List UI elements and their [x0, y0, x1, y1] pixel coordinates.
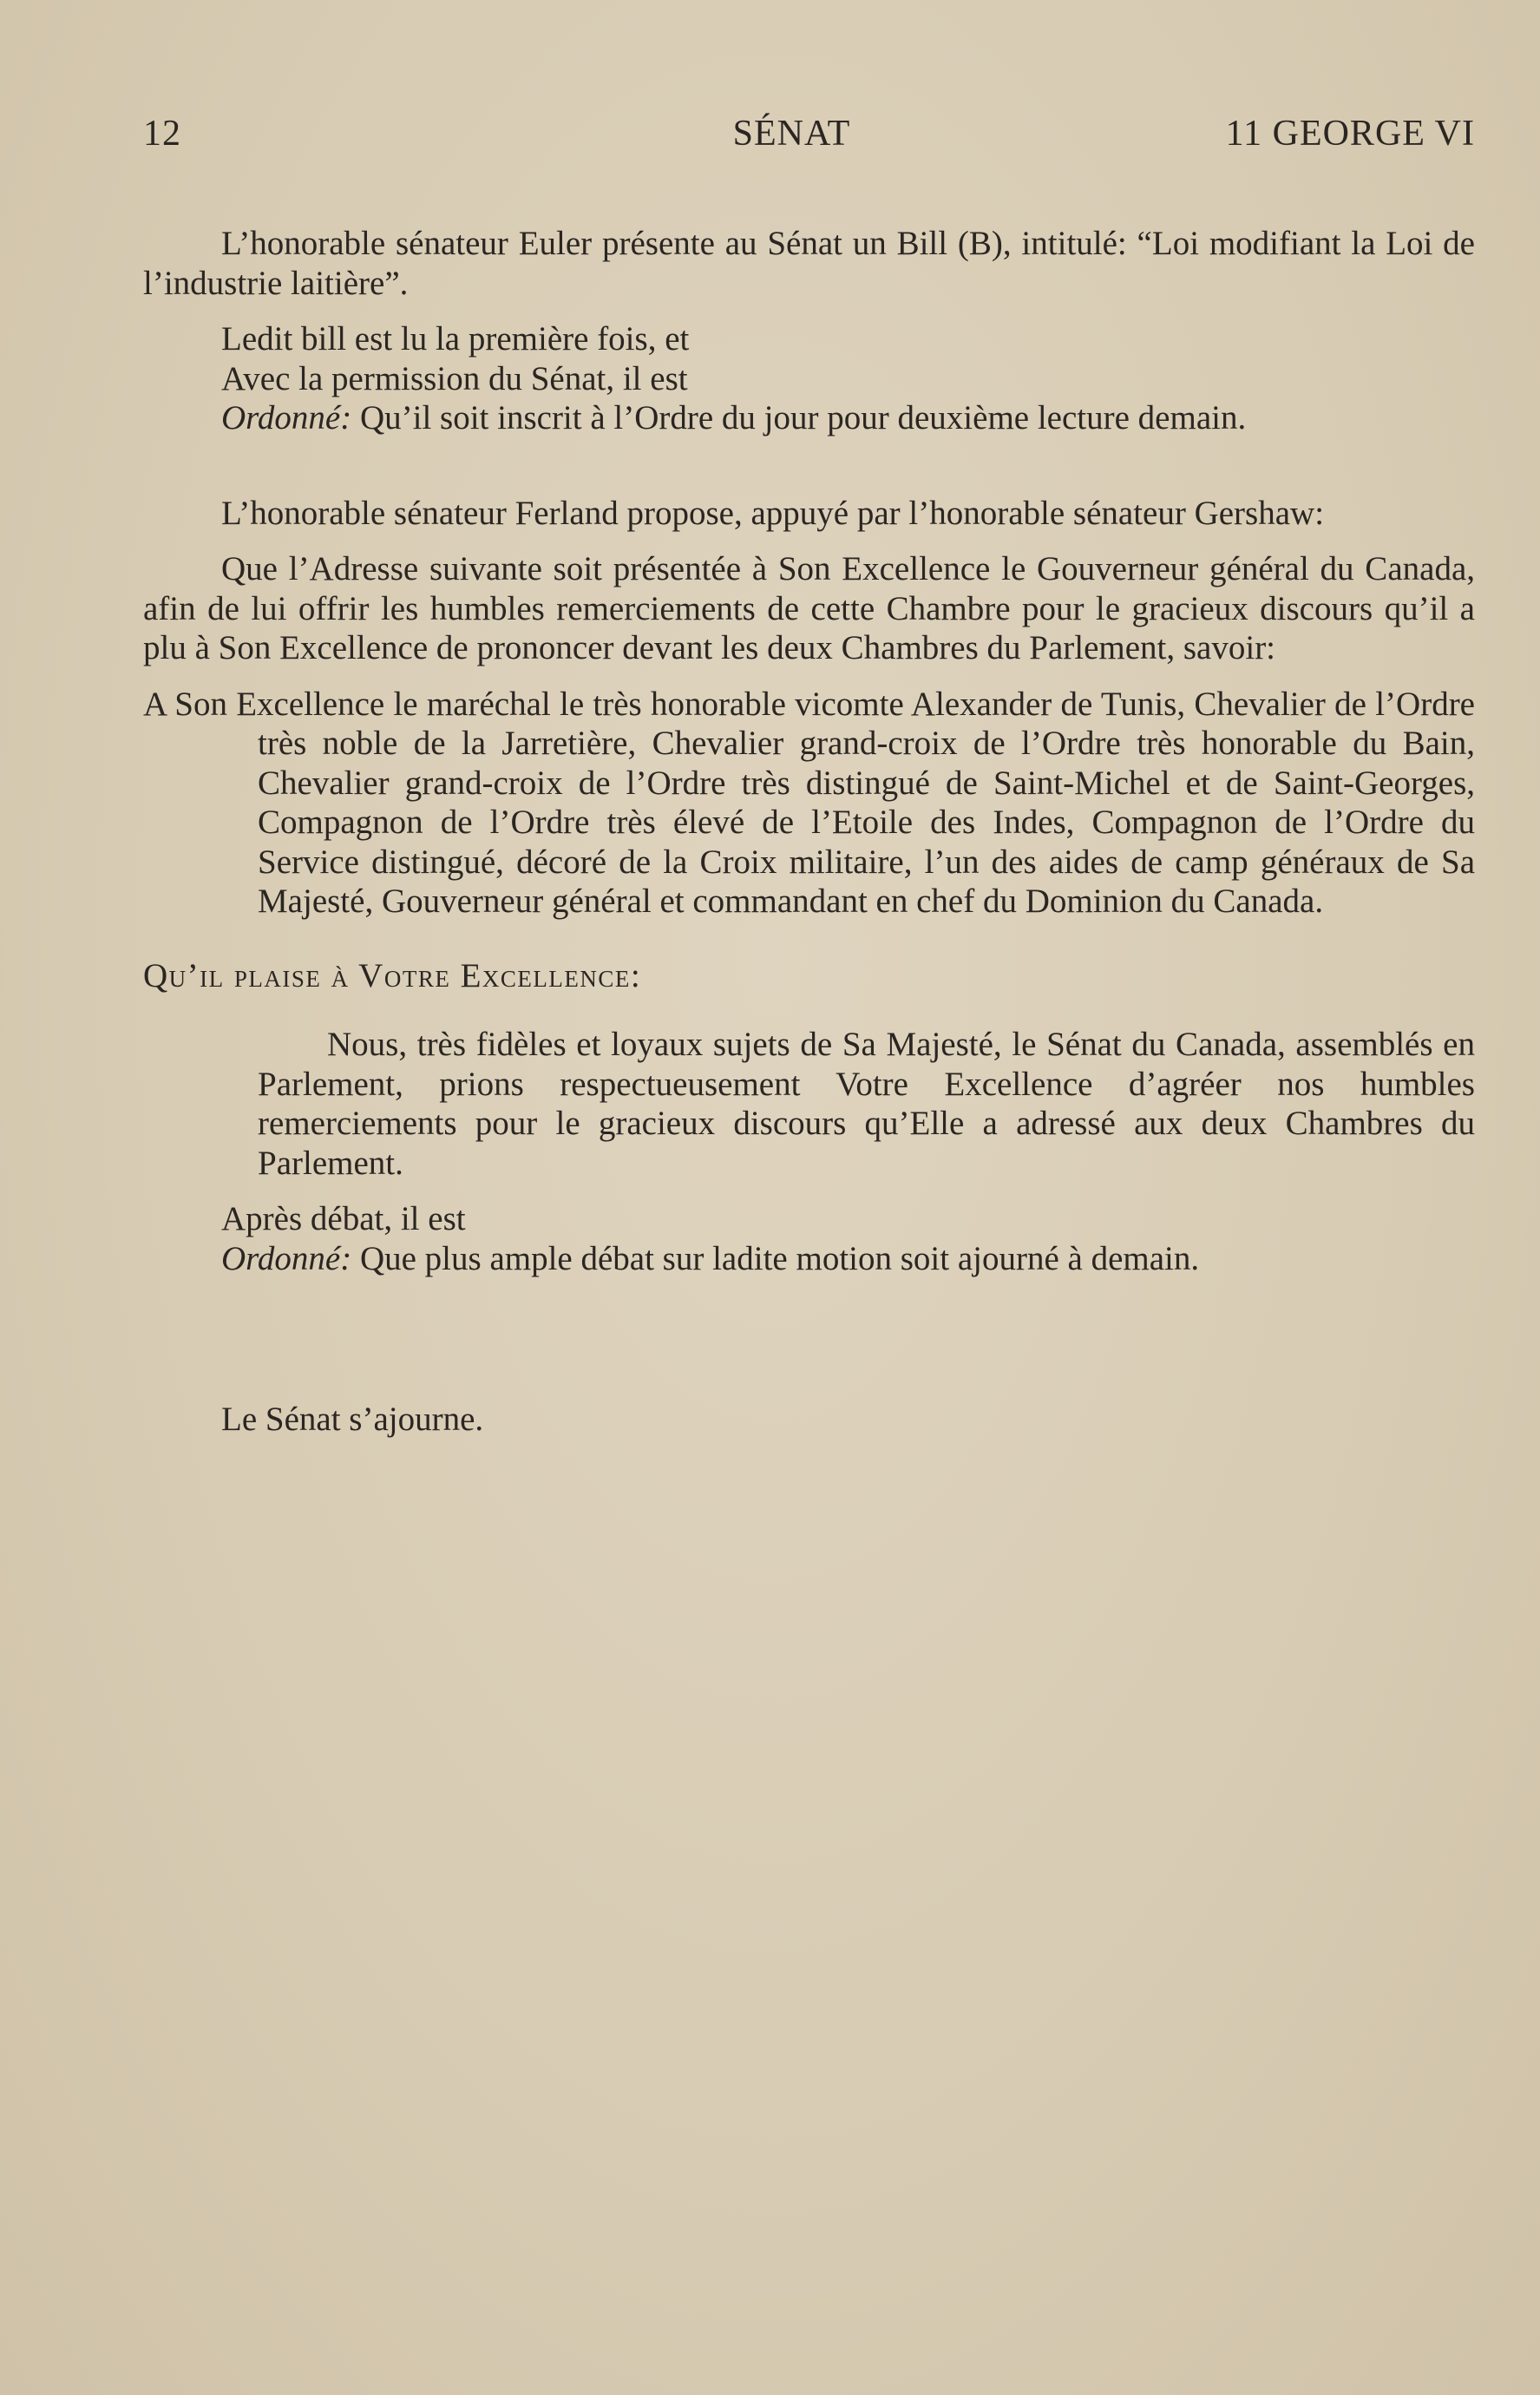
address-body-text: Nous, très fidèles et loyaux sujets de Sa Majesté, le Sénat du Canada, assemblés en Parlement, prions respectueusement Votre Excellence d’agréer nos humbles remerciements pour le gracieux discours qu’Elle a adressé aux deux Chambres du Parlement.: [258, 1026, 1475, 1182]
adjourn-line: Le Sénat s’ajourne.: [221, 1401, 484, 1438]
first-reading-line: Ledit bill est lu la première fois, et: [221, 320, 690, 358]
page-body: [143, 224, 1475, 1440]
session-label: 11 GEORGE VI: [1225, 114, 1475, 154]
address-body-paragraph: [143, 1025, 1475, 1183]
order-line-2: [143, 1239, 1475, 1279]
order-line-1: [143, 398, 1475, 438]
ferland-motion-paragraph: L’honorable sénateur Ferland propose, appuyé par l’honorable sénateur Gershaw:: [221, 494, 1325, 532]
ordered-label: Ordonné:: [221, 399, 352, 436]
permission-line: Avec la permission du Sénat, il est: [221, 359, 688, 397]
page-header: [143, 113, 1475, 165]
running-title: SÉNAT: [732, 114, 851, 154]
reading-block: [143, 319, 1475, 438]
order-text: Que plus ample débat sur ladite motion soit ajourné à demain.: [351, 1239, 1200, 1277]
after-debate-line: Après débat, il est: [221, 1200, 466, 1237]
address-recipient-paragraph: A Son Excellence le maréchal le très honorable vicomte Alexander de Tunis, Chevalier de l’Ordre très noble de la Jarretière, Chevalier grand-croix de l’Ordre très honorable du Bain, Chevalier grand-croix de l’Ordre très distingué de Saint-Michel et de Saint-Georges, Compagnon de l’Ordre très élevé de l’Etoile des Indes, Compagnon de l’Ordre du Service distingué, décoré de la Croix militaire, l’un des aides de camp généraux de Sa Majesté, Gouverneur général et commandant en chef du Dominion du Canada.: [143, 685, 1475, 920]
ordered-label: Ordonné:: [221, 1239, 352, 1277]
euler-bill-paragraph: L’honorable sénateur Euler présente au Sénat un Bill (B), intitulé: “Loi modifiant la Loi de l’industrie laitière”.: [143, 225, 1475, 302]
adjourn-block: [143, 1400, 1475, 1440]
page-number: 12: [143, 114, 181, 154]
debate-block: [143, 1199, 1475, 1278]
order-text: Qu’il soit inscrit à l’Ordre du jour pour deuxième lecture demain.: [351, 399, 1247, 436]
salutation: Qu’il plaise à Votre Excellence:: [143, 956, 642, 994]
address-intro-paragraph: Que l’Adresse suivante soit présentée à Son Excellence le Gouverneur général du Canada, afin de lui offrir les humbles remerciements de cette Chambre pour le gracieux discours qu’il a plu à Son Excellence de prononcer devant les deux Chambres du Parlement, savoir:: [143, 550, 1475, 666]
